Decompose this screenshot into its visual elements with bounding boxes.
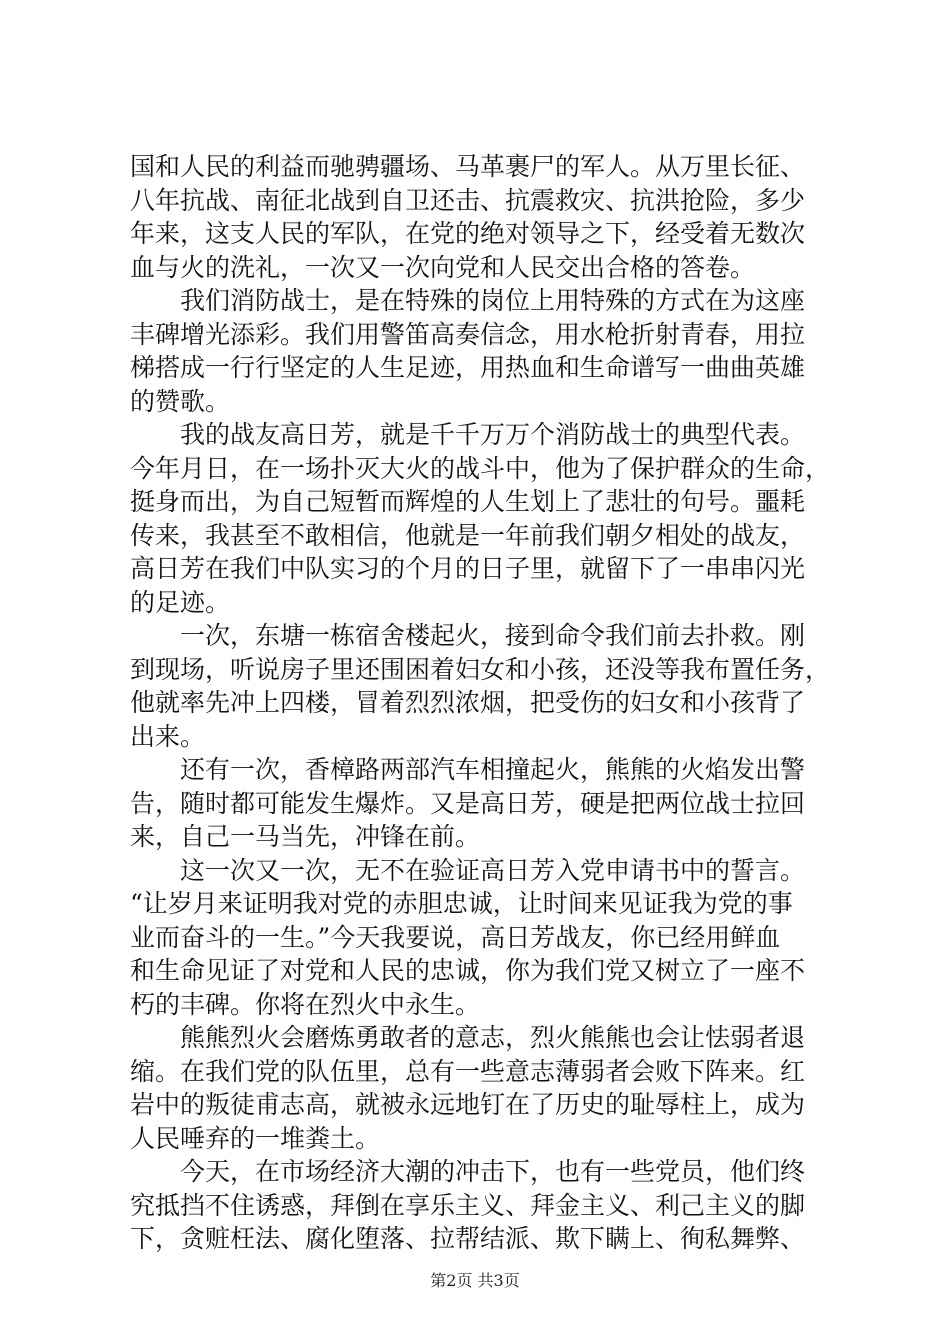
paragraph-line: 还有一次，香樟路两部汽车相撞起火，熊熊的火焰发出警 [180, 755, 806, 784]
document-body [130, 150, 830, 1256]
paragraph-line: 八年抗战、南征北战到自卫还击、抗震救灾、抗洪抢险，多少 [130, 185, 806, 215]
paragraph-line: 我的战友高日芳，就是千千万万个消防战士的典型代表。 [180, 420, 806, 449]
paragraph [130, 1155, 830, 1256]
paragraph [130, 753, 830, 854]
paragraph-line: 今年月日，在一场扑灭大火的战斗中，他为了保护群众的生命， [130, 453, 831, 483]
paragraph-line: 人民唾弃的一堆粪土。 [130, 1123, 381, 1153]
paragraph-line: 国和人民的利益而驰骋疆场、马革裹尸的军人。从万里长征、 [130, 152, 806, 181]
paragraph-line: 岩中的叛徒甫志高，就被永远地钉在了历史的耻辱柱上，成为 [130, 1090, 806, 1119]
paragraph-line: 挺身而出，为自己短暂而辉煌的人生划上了悲壮的句号。噩耗 [130, 487, 806, 516]
page-footer: 第2页 共3页 [430, 1271, 520, 1290]
paragraph-line: 朽的丰碑。你将在烈火中永生。 [130, 989, 481, 1019]
paragraph-line: 出来。 [130, 721, 206, 751]
paragraph-line: 下，贪赃枉法、腐化堕落、拉帮结派、欺下瞒上、徇私舞弊、 [130, 1224, 806, 1253]
paragraph [130, 1021, 830, 1155]
paragraph-line: 我们消防战士，是在特殊的岗位上用特殊的方式在为这座 [180, 286, 806, 315]
paragraph-line: 来，自己一马当先，冲锋在前。 [130, 822, 481, 851]
paragraph-line: 高日芳在我们中队实习的个月的日子里，就留下了一串串闪光 [130, 554, 806, 583]
paragraph-line: 熊熊烈火会磨炼勇敢者的意志，烈火熊熊也会让怯弱者退 [180, 1023, 806, 1052]
paragraph-line: 缩。在我们党的队伍里，总有一些意志薄弱者会败下阵来。红 [130, 1056, 806, 1086]
paragraph-line: 血与火的洗礼，一次又一次向党和人民交出合格的答卷。 [130, 252, 756, 282]
paragraph-line: 告，随时都可能发生爆炸。又是高日芳，硬是把两位战士拉回 [130, 788, 806, 818]
paragraph-line: 和生命见证了对党和人民的忠诚，你为我们党又树立了一座不 [130, 956, 806, 985]
paragraph-line: 这一次又一次，无不在验证高日芳入党申请书中的誓言。 [180, 855, 806, 885]
paragraph-line: 一次，东塘一栋宿舍楼起火，接到命令我们前去扑救。刚 [180, 621, 806, 650]
paragraph-line: 今天，在市场经济大潮的冲击下，也有一些党员，他们终 [180, 1157, 806, 1186]
paragraph [130, 150, 830, 284]
paragraph-line: 梯搭成一行行坚定的人生足迹，用热血和生命谱写一曲曲英雄 [130, 353, 806, 382]
paragraph-line: 他就率先冲上四楼，冒着烈烈浓烟，把受伤的妇女和小孩背了 [130, 688, 806, 717]
paragraph-line: 究抵挡不住诱惑，拜倒在享乐主义、拜金主义、利己主义的脚 [130, 1190, 806, 1220]
paragraph-line: 传来，我甚至不敢相信，他就是一年前我们朝夕相处的战友， [130, 520, 806, 550]
paragraph-line: 丰碑增光添彩。我们用警笛高奏信念，用水枪折射青春，用拉 [130, 319, 806, 349]
paragraph-line: 的赞歌。 [130, 386, 231, 416]
paragraph [130, 619, 830, 753]
paragraph-line: 业而奋斗的一生。”今天我要说，高日芳战友，你已经用鲜血 [130, 922, 781, 952]
paragraph [130, 284, 830, 418]
paragraph-line: 到现场，听说房子里还围困着妇女和小孩，还没等我布置任务， [130, 654, 831, 684]
paragraph [130, 854, 830, 1022]
paragraph-line: 年来，这支人民的军队，在党的绝对领导之下，经受着无数次 [130, 219, 806, 248]
paragraph [130, 418, 830, 619]
paragraph-line: “让岁月来证明我对党的赤胆忠诚，让时间来见证我为党的事 [130, 889, 793, 918]
paragraph-line: 的足迹。 [130, 587, 231, 617]
